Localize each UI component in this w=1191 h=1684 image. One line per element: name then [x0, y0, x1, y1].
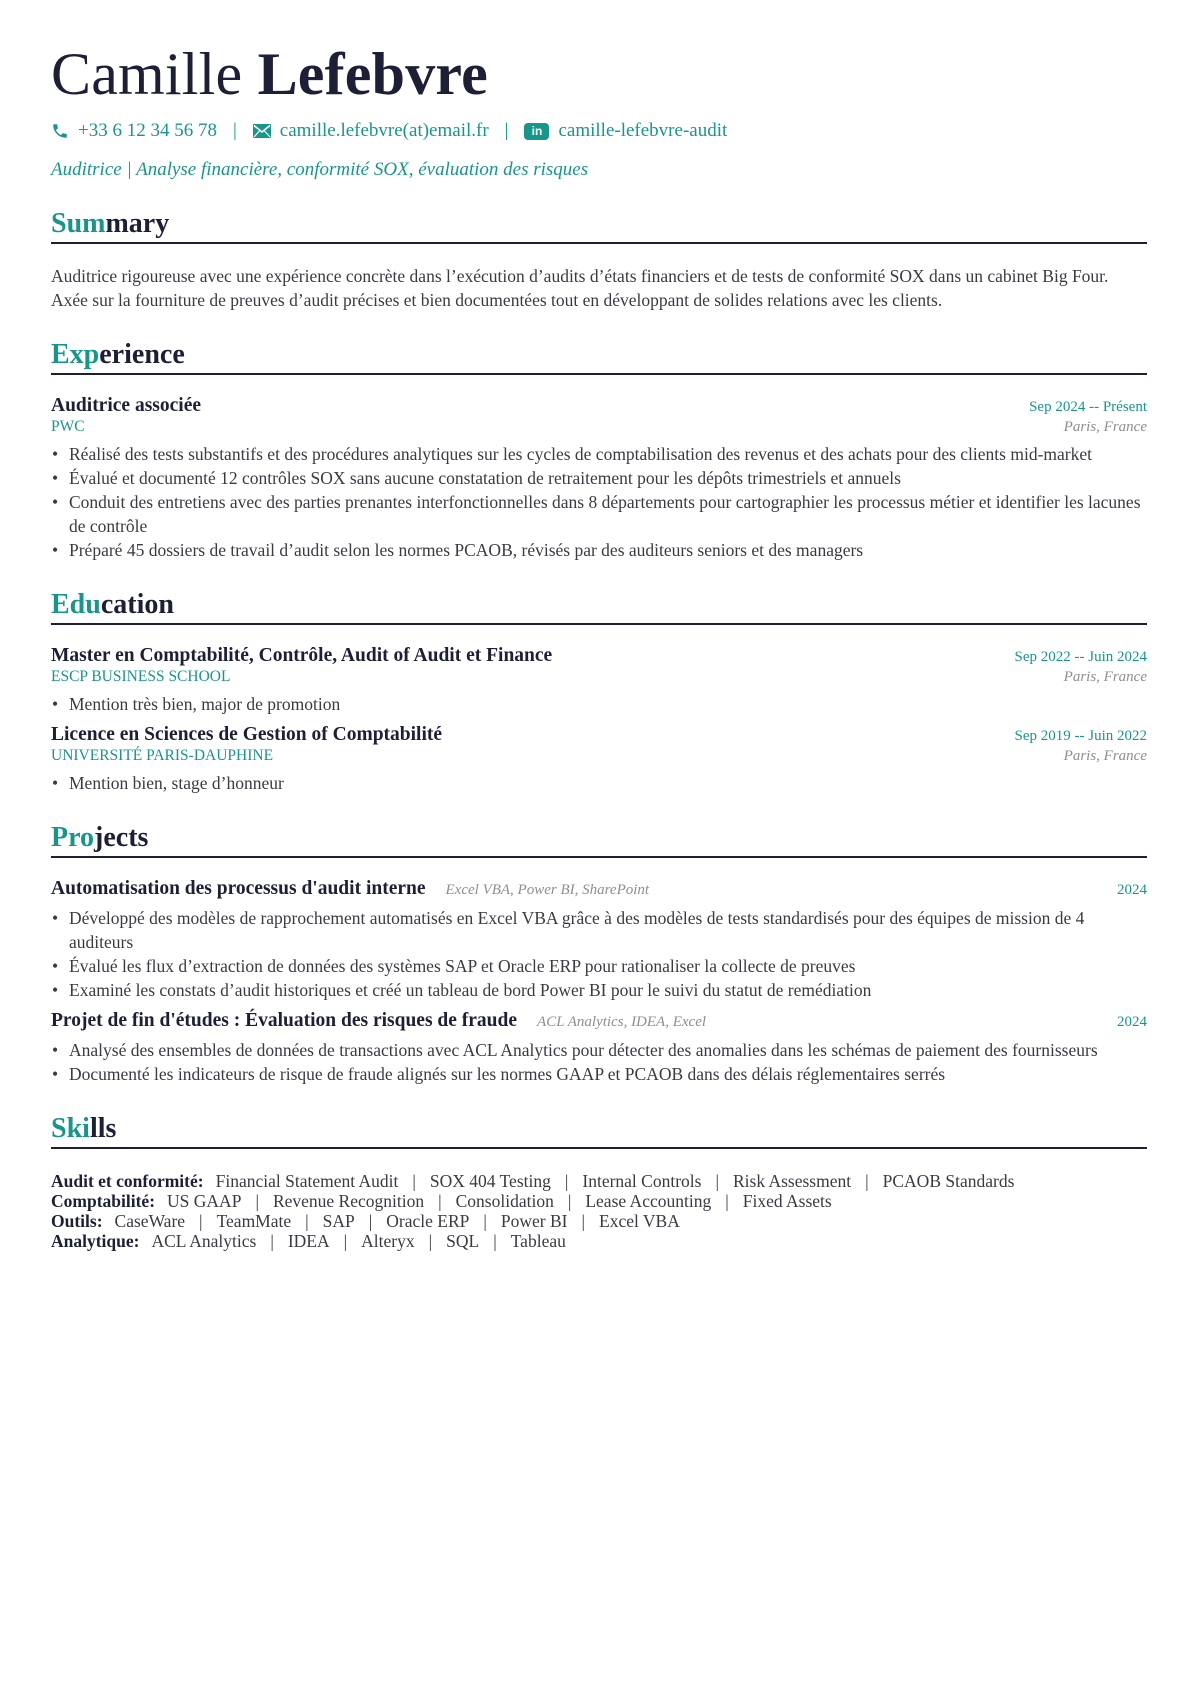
honors-list: [51, 692, 1147, 716]
project-bullets: [51, 906, 1147, 1002]
honors-list: [51, 771, 1147, 795]
list-item: • Mention bien, stage d’honneur: [51, 771, 1147, 795]
list-item: • Préparé 45 dossiers de travail d’audit selon les normes PCAOB, révisés par des auditeurs seniors et des managers: [51, 538, 1147, 562]
skill-item: Tableau: [510, 1231, 566, 1251]
skill-item: Lease Accounting: [585, 1191, 712, 1211]
school-name: UNIVERSITÉ PARIS-DAUPHINE: [51, 747, 274, 764]
skill-separator: |: [199, 1211, 203, 1231]
project-year: 2024: [1117, 882, 1147, 898]
skill-item: Financial Statement Audit: [215, 1171, 399, 1191]
heading-accent: Pro: [51, 822, 95, 853]
project-title: Projet de fin d'études : Évaluation des risques de fraude: [51, 1010, 518, 1031]
skill-separator: |: [428, 1231, 433, 1251]
heading-rest: jects: [94, 822, 149, 853]
skill-row: [51, 1231, 1147, 1251]
skill-item: Fixed Assets: [742, 1191, 832, 1211]
skill-separator: |: [483, 1211, 487, 1231]
skill-item: US GAAP: [167, 1191, 242, 1211]
project-year: 2024: [1117, 1014, 1147, 1030]
heading-rest: mary: [105, 208, 170, 239]
skill-category: Analytique:: [51, 1231, 140, 1251]
list-item: • Réalisé des tests substantifs et des procédures analytiques sur les cycles de comptabilisation des revenus et des achats pour des clients mid-market: [51, 442, 1147, 466]
heading-accent: Edu: [51, 589, 101, 620]
skill-category: Audit et conformité:: [51, 1171, 204, 1191]
skill-separator: |: [368, 1211, 373, 1231]
list-item: • Conduit des entretiens avec des parties prenantes interfonctionnelles dans 8 départements pour cartographier les processus métier et identifier les lacunes de contrôle: [51, 490, 1147, 538]
linkedin-contact[interactable]: [524, 120, 727, 142]
contact-separator: |: [232, 120, 237, 141]
skills-section: [51, 1112, 1147, 1251]
list-item: • Mention très bien, major de promotion: [51, 692, 1147, 716]
heading-accent: Sum: [51, 208, 106, 239]
skill-separator: |: [255, 1191, 259, 1211]
skill-item: Internal Controls: [582, 1171, 702, 1191]
school-location: Paris, France: [1063, 748, 1147, 764]
section-heading: [51, 207, 1147, 244]
skill-category: Outils:: [51, 1211, 103, 1231]
resume-page: [51, 38, 1147, 1251]
skill-item: CaseWare: [114, 1211, 186, 1231]
project-bullets: [51, 1038, 1147, 1086]
summary-text: Auditrice rigoureuse avec une expérience concrète dans l’exécution d’audits d’états financiers et de tests de conformité SOX dans un cabinet Big Four. Axée sur la fourniture de preuves d’audit précises et bien documentées tout en développant de solides relations avec les clients.: [51, 266, 1109, 310]
last-name: Lefebvre: [257, 41, 488, 107]
skill-separator: |: [725, 1191, 729, 1211]
linkedin-icon: in: [524, 123, 549, 140]
skill-item: Oracle ERP: [386, 1211, 470, 1231]
skill-category: Comptabilité:: [51, 1191, 156, 1211]
skill-item: Alteryx: [361, 1231, 415, 1251]
skill-separator: |: [493, 1231, 497, 1251]
skill-item: SOX 404 Testing: [429, 1171, 551, 1191]
school-location: Paris, France: [1063, 669, 1147, 685]
project-entry: [51, 1010, 1147, 1086]
skill-item: Power BI: [500, 1211, 568, 1231]
list-item: • Examiné les constats d’audit historiques et créé un tableau de bord Power BI pour le suivi du statut de remédiation: [51, 978, 1147, 1002]
phone-icon: [51, 122, 69, 140]
list-item: • Analysé des ensembles de données de transactions avec ACL Analytics pour détecter des anomalies dans les schémas de paiement des fournisseurs: [51, 1038, 1147, 1062]
education-entry: [51, 724, 1147, 795]
job-title: Auditrice associée: [51, 395, 202, 416]
phone-contact[interactable]: [51, 120, 217, 142]
summary-section: [51, 207, 1147, 312]
education-entry: [51, 645, 1147, 716]
project-tech-stack: ACL Analytics, IDEA, Excel: [537, 1014, 707, 1030]
section-heading: [51, 1112, 1147, 1149]
professional-tagline: Auditrice | Analyse financière, conformité SOX, évaluation des risques: [51, 159, 589, 180]
linkedin-handle: camille-lefebvre-audit: [558, 120, 728, 141]
projects-section: [51, 821, 1147, 1086]
job-dates: Sep 2024 -- Présent: [1029, 399, 1147, 415]
candidate-name: [51, 38, 1147, 110]
school-name: ESCP BUSINESS SCHOOL: [51, 668, 231, 685]
degree-title: Master en Comptabilité, Contrôle, Audit of Audit et Finance: [51, 645, 553, 666]
skill-item: TeamMate: [216, 1211, 292, 1231]
email-contact[interactable]: [253, 120, 489, 142]
heading-accent: Exp: [51, 339, 100, 370]
skill-item: Excel VBA: [599, 1211, 680, 1231]
degree-title: Licence en Sciences de Gestion of Comptabilité: [51, 724, 443, 745]
skill-row: [51, 1171, 1147, 1191]
section-heading: [51, 588, 1147, 625]
skill-separator: |: [438, 1191, 442, 1211]
heading-rest: erience: [99, 339, 185, 370]
skill-separator: |: [581, 1211, 586, 1231]
skill-separator: |: [412, 1171, 416, 1191]
skill-separator: |: [270, 1231, 274, 1251]
list-item: • Évalué les flux d’extraction de données des systèmes SAP et Oracle ERP pour rationaliser la collecte de preuves: [51, 954, 1147, 978]
list-item: • Documenté les indicateurs de risque de fraude alignés sur les normes GAAP et PCAOB dans des délais réglementaires serrés: [51, 1062, 1147, 1086]
list-item: • Développé des modèles de rapprochement automatisés en Excel VBA grâce à des modèles de tests standardisés pour des équipes de mission de 4 auditeurs: [51, 906, 1147, 954]
project-tech-stack: Excel VBA, Power BI, SharePoint: [445, 882, 650, 898]
skill-row: [51, 1211, 1147, 1231]
heading-accent: Ski: [51, 1113, 90, 1144]
education-section: [51, 588, 1147, 795]
degree-dates: Sep 2022 -- Juin 2024: [1014, 649, 1147, 665]
skill-item: ACL Analytics: [151, 1231, 257, 1251]
skill-separator: |: [305, 1211, 309, 1231]
phone-number: +33 6 12 34 56 78: [78, 120, 217, 141]
first-name: Camille: [51, 41, 243, 107]
skill-item: SQL: [446, 1231, 480, 1251]
skill-item: IDEA: [287, 1231, 330, 1251]
achievement-list: [51, 442, 1147, 562]
project-entry: [51, 878, 1147, 1002]
employer: PWC: [51, 418, 85, 435]
skill-separator: |: [343, 1231, 348, 1251]
skill-item: Consolidation: [455, 1191, 554, 1211]
email-address: camille.lefebvre(at)email.fr: [279, 120, 489, 141]
skill-separator: |: [865, 1171, 869, 1191]
heading-rest: cation: [100, 589, 174, 620]
job-location: Paris, France: [1063, 419, 1147, 435]
degree-dates: Sep 2019 -- Juin 2022: [1014, 728, 1147, 744]
section-heading: [51, 821, 1147, 858]
skills-list: [51, 1171, 1147, 1251]
heading-rest: lls: [89, 1113, 117, 1144]
skill-row: [51, 1191, 1147, 1211]
skill-item: SAP: [322, 1211, 355, 1231]
experience-section: [51, 338, 1147, 562]
skill-item: Risk Assessment: [732, 1171, 852, 1191]
experience-entry: [51, 395, 1147, 562]
contact-separator: |: [504, 120, 509, 141]
skill-item: PCAOB Standards: [882, 1171, 1015, 1191]
envelope-icon: [253, 124, 271, 138]
skill-separator: |: [564, 1171, 569, 1191]
skill-separator: |: [567, 1191, 572, 1211]
section-heading: [51, 338, 1147, 375]
project-title: Automatisation des processus d'audit interne: [51, 878, 426, 899]
skill-separator: |: [715, 1171, 719, 1191]
skill-item: Revenue Recognition: [272, 1191, 425, 1211]
list-item: • Évalué et documenté 12 contrôles SOX sans aucune constatation de retraitement pour les dépôts trimestriels et annuels: [51, 466, 1147, 490]
contact-bar: [51, 120, 1147, 142]
